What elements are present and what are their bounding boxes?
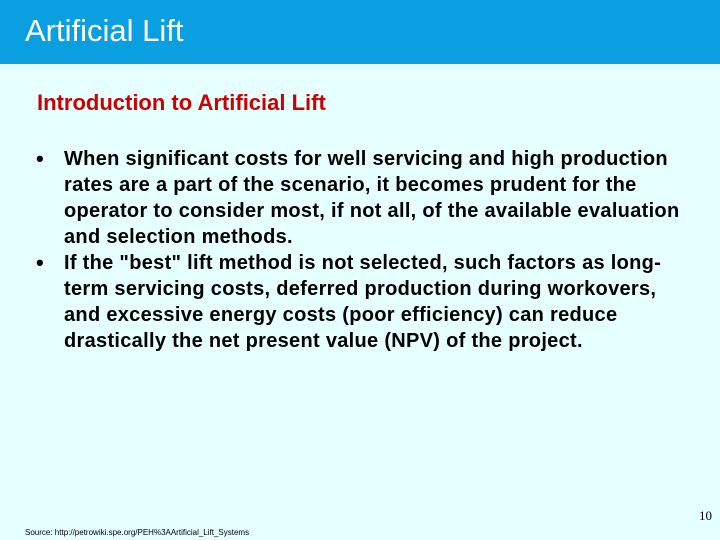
bullet-icon: •	[36, 146, 45, 171]
bullet-item	[36, 146, 696, 250]
bullet-item	[36, 250, 696, 354]
source-citation: Source: http://petrowiki.spe.org/PEH%3AArtificial_Lift_Systems	[25, 528, 250, 537]
title-bar	[0, 0, 720, 64]
slide-title: Artificial Lift	[25, 13, 184, 48]
section-heading: Introduction to Artificial Lift	[37, 90, 326, 115]
bullet-icon: •	[36, 250, 45, 275]
page-number: 10	[699, 508, 712, 523]
bullet-list	[36, 146, 696, 354]
bullet-text: If the "best" lift method is not selected, such factors as long-term servicing costs, deferred production during workovers, and excessive energy costs (poor efficiency) can reduce drastically the net present value (NPV) of the project.	[64, 252, 662, 352]
bullet-text: When significant costs for well servicing and high production rates are a part of the scenario, it becomes prudent for the operator to consider most, if not all, of the available evaluation and selection methods.	[64, 148, 680, 248]
